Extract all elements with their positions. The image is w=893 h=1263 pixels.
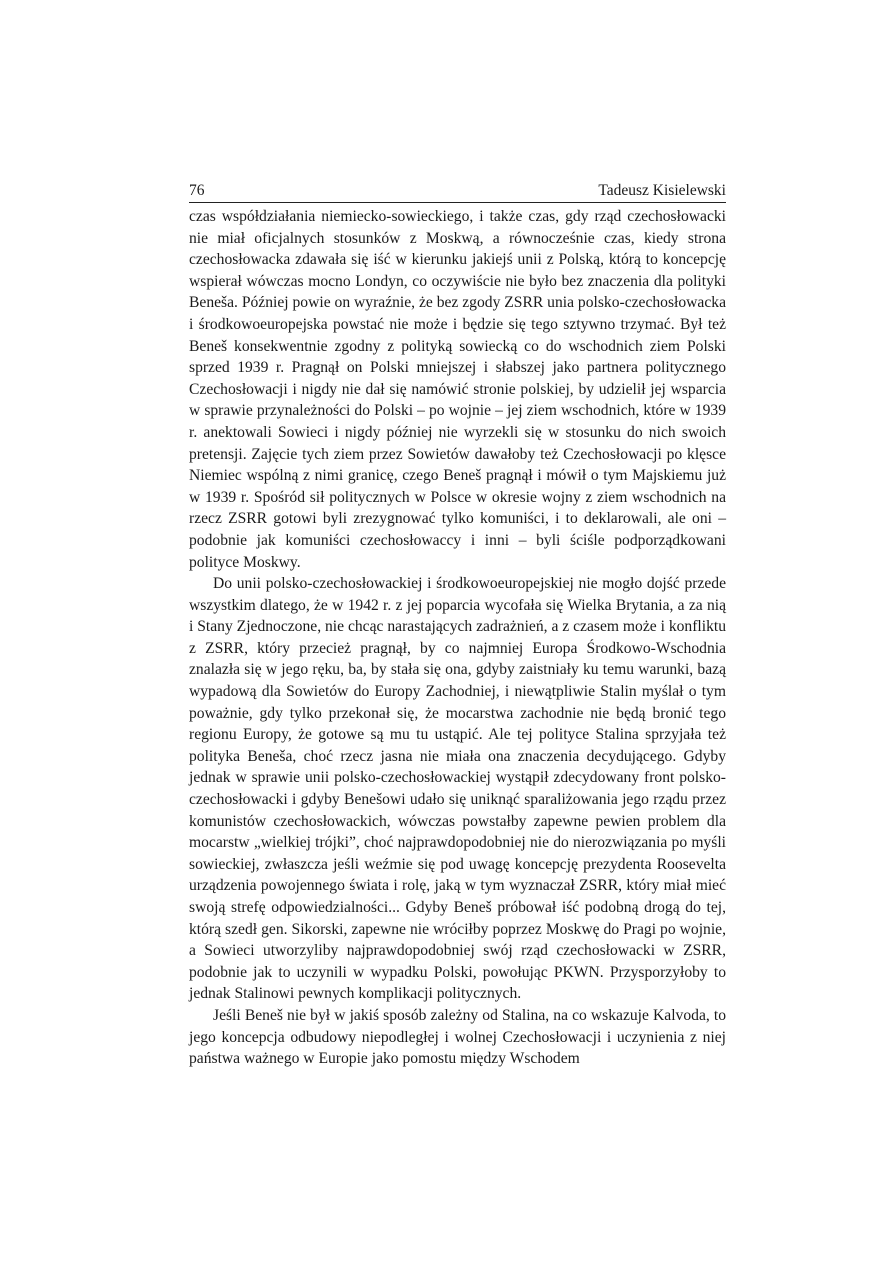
paragraph-continued: czas współdziałania niemiecko-sowieckiego, i także czas, gdy rząd czechosłowacki nie miał oficjalnych stosunków z Moskwą, a równocześnie czas, kiedy strona czechosłowacka zdawała się iść w kierunku jakiejś unii z Polską, którą to koncepcję wspierał wówczas mocno Londyn, co oczywiście nie było bez znaczenia dla polityki Beneša. Później powie on wyraźnie, że bez zgody ZSRR unia polsko-czechosłowacka i środkowoeuropejska powstać nie może i będzie się tego sztywno trzymać. Był też Beneš konsekwentnie zgodny z polityką sowiecką co do wschodnich ziem Polski sprzed 1939 r. Pragnął on Polski mniejszej i słabszej jako partnera politycznego Czechosłowacji i nigdy nie dał się namówić stronie polskiej, by udzielił jej wsparcia w sprawie przynależności do Polski – po wojnie – jej ziem wschodnich, które w 1939 r. anektowali Sowieci i nigdy później nie wyrzekli się w stosunku do nich swoich pretensji. Zajęcie tych ziem przez Sowietów dawałoby też Czechosłowacji po klęsce Niemiec wspólną z nimi granicę, czego Beneš pragnął i mówił o tym Majskiemu już w 1939 r. Spośród sił politycznych w Polsce w okresie wojny z ziem wschodnich na rzecz ZSRR gotowi byli zrezygnować tylko komuniści, i to deklarowali, ale oni – podobnie jak komuniści czechosłowaccy i inni – byli ściśle podporządkowani polityce Moskwy. — [189, 208, 726, 571]
page-header — [189, 182, 726, 204]
body-text — [189, 206, 726, 1070]
paragraph: Jeśli Beneš nie był w jakiś sposób zależny od Stalina, na co wskazuje Kalvoda, to jego koncepcja odbudowy niepodległej i wolnej Czechosłowacji i uczynienia z niej państwa ważnego w Europie jako pomostu między Wschodem — [189, 1006, 726, 1068]
header-rule — [189, 202, 726, 203]
page-number: 76 — [189, 182, 205, 199]
paragraph: Do unii polsko-czechosłowackiej i środkowoeuropejskiej nie mogło dojść przede wszystkim dlatego, że w 1942 r. z jej poparcia wycofała się Wielka Brytania, a za nią i Stany Zjednoczone, nie chcąc narastających zadrażnień, a z czasem może i konfliktu z ZSRR, który przecież pragnął, by co najmniej Europa Środkowo-Wschodnia znalazła się w jego ręku, ba, by stała się ona, gdyby zaistniały ku temu warunki, bazą wypadową dla Sowietów do Europy Zachodniej, i niewątpliwie Stalin myślał o tym poważnie, gdy tylko przekonał się, że mocarstwa zachodnie nie będą bronić tego regionu Europy, że gotowe są mu tu ustąpić. Ale tej polityce Stalina sprzyjała też polityka Beneša, choć rzecz jasna nie miała ona znaczenia decydującego. Gdyby jednak w sprawie unii polsko-czechosłowackiej wystąpił zdecydowany front polsko-czechosłowacki i gdyby Benešowi udało się uniknąć sparaliżowania jego rządu przez komunistów czechosłowackich, wówczas powstałby zapewne pewien problem dla mocarstw „wielkiej trójki”, choć najprawdopodobniej nie do nierozwiązania po myśli sowieckiej, zwłaszcza jeśli weźmie się pod uwagę koncepcję prezydenta Roosevelta urządzenia powojennego świata i rolę, jaką w tym wyznaczał ZSRR, który miał mieć swoją strefę odpowiedzialności... Gdyby Beneš próbował iść podobną drogą do tej, którą szedł gen. Sikorski, zapewne nie wróciłby poprzez Moskwę do Pragi po wojnie, a Sowieci utworzyliby najprawdopodobniej swój rząd czechosłowacki w ZSRR, podobnie jak to uczynili w wypadku Polski, powołując PKWN. Przysporzyłoby to jednak Stalinowi pewnych komplikacji politycznych. — [189, 575, 726, 1003]
running-title-author: Tadeusz Kisielewski — [598, 182, 726, 199]
